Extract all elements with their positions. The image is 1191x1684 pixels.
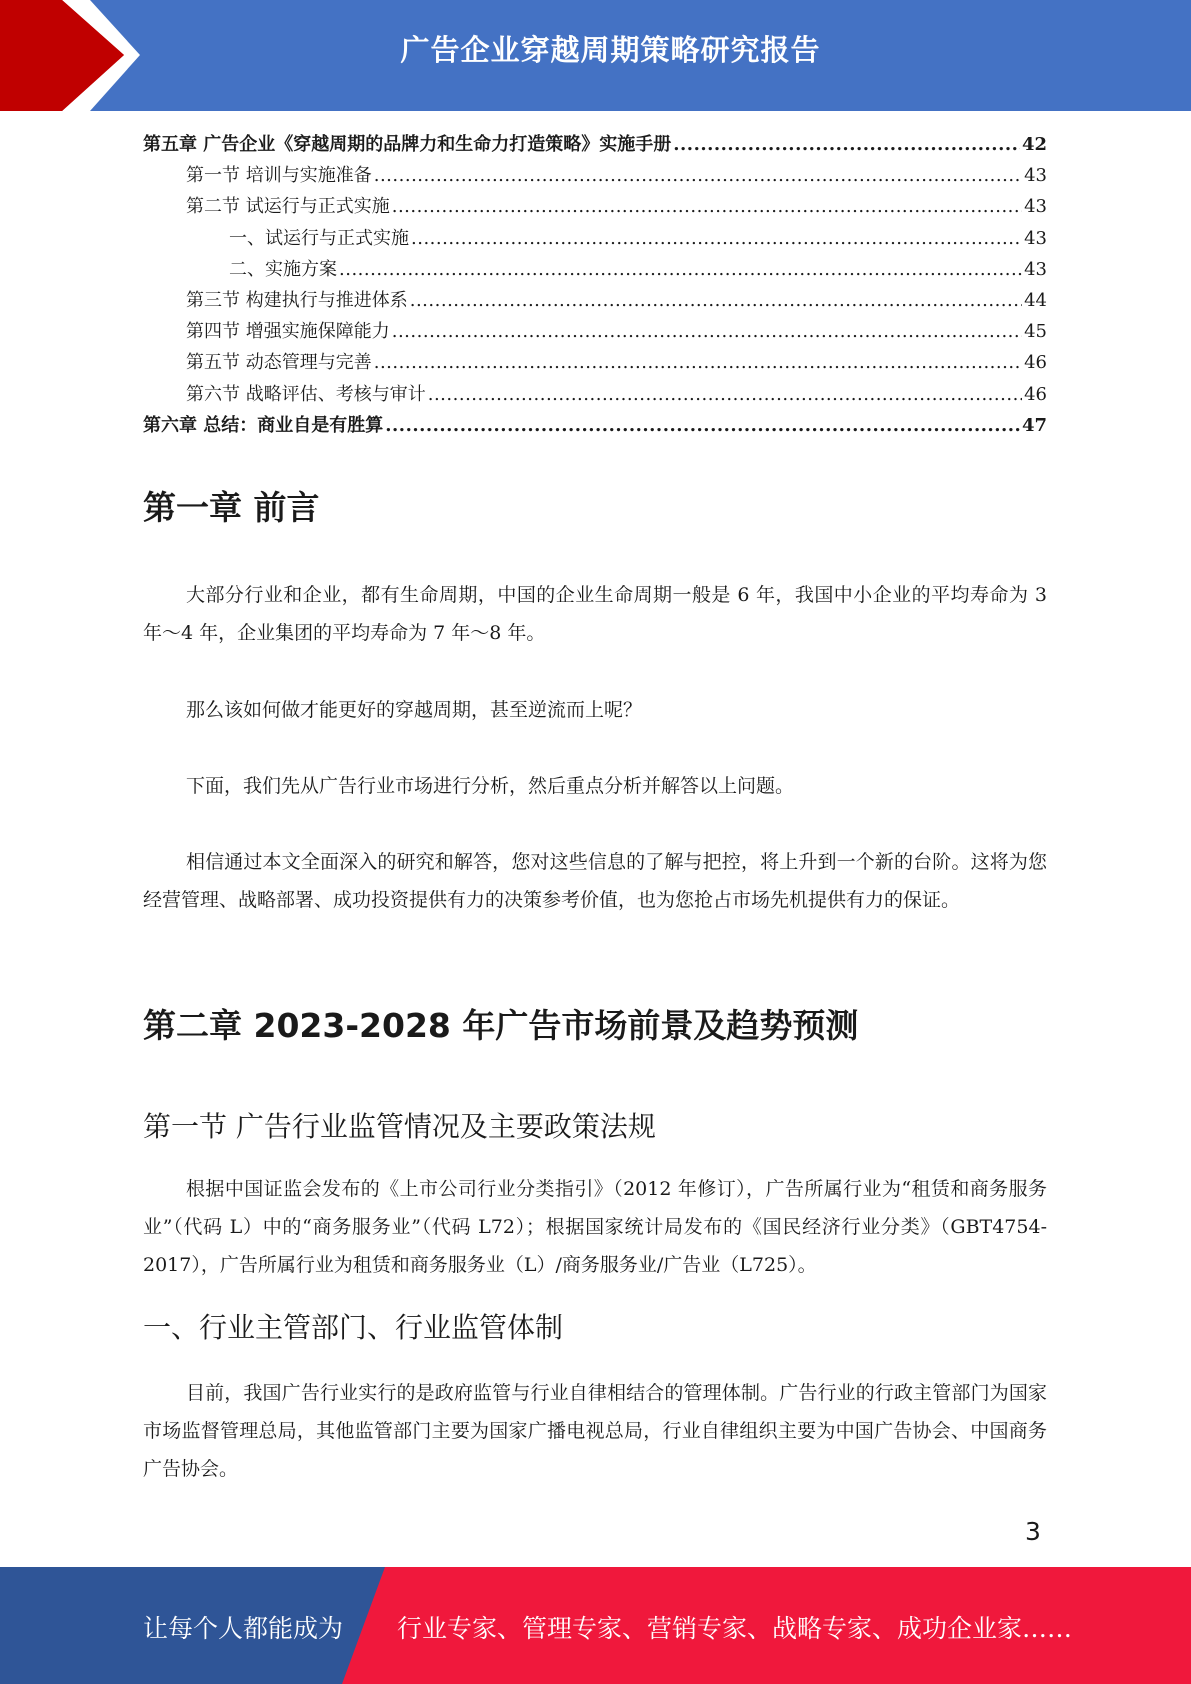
- toc-dot-leader: [673, 129, 1020, 160]
- chapter-1-paragraph-4: 相信通过本文全面深入的研究和解答，您对这些信息的了解与把控，将上升到一个新的台阶。这将为您经营管理、战略部署、成功投资提供有力的决策参考价值，也为您抢占市场先机提供有力的保证。: [143, 851, 1047, 911]
- footer-slogan-right: 行业专家、管理专家、营销专家、战略专家、成功企业家……: [397, 1614, 1073, 1643]
- toc-entry-label: 二、实施方案: [229, 258, 337, 280]
- toc-entry[interactable]: [143, 285, 1047, 316]
- toc-entry[interactable]: [143, 347, 1047, 378]
- toc-dot-leader: [385, 410, 1020, 441]
- toc-entry[interactable]: [143, 316, 1047, 347]
- toc-entry[interactable]: [143, 191, 1047, 222]
- toc-dot-leader: [339, 254, 1022, 285]
- toc-entry[interactable]: [143, 379, 1047, 410]
- subsection-1-heading: 一、行业主管部门、行业监管体制: [143, 1311, 564, 1344]
- toc-entry-label: 第二节 试运行与正式实施: [186, 196, 390, 218]
- toc-dot-leader: [392, 191, 1022, 222]
- toc-entry-page: 45: [1024, 321, 1047, 343]
- toc-dot-leader: [374, 347, 1022, 378]
- page-number: 3: [1025, 1517, 1041, 1546]
- toc-entry-page: 47: [1021, 414, 1047, 436]
- toc-entry-label: 第五章 广告企业《穿越周期的品牌力和生命力打造策略》实施手册: [143, 134, 672, 155]
- toc-entry[interactable]: [143, 254, 1047, 285]
- section-1-heading: 第一节 广告行业监管情况及主要政策法规: [143, 1110, 656, 1143]
- chapter-1-paragraph-3: 下面，我们先从广告行业市场进行分析，然后重点分析并解答以上问题。: [186, 775, 795, 797]
- toc-entry-page: 42: [1021, 134, 1047, 155]
- table-of-contents: [143, 129, 1047, 441]
- toc-entry-page: 43: [1024, 227, 1047, 249]
- chapter-2-heading: 第二章 2023-2028 年广告市场前景及趋势预测: [143, 1006, 859, 1045]
- toc-entry-label: 第三节 构建执行与推进体系: [186, 289, 408, 311]
- toc-entry-page: 46: [1024, 352, 1047, 374]
- toc-entry[interactable]: [143, 160, 1047, 191]
- toc-dot-leader: [411, 223, 1022, 254]
- section-1-paragraph: 根据中国证监会发布的《上市公司行业分类指引》（2012 年修订），广告所属行业为“租赁和商务服务业”（代码 L）中的“商务服务业”（代码 L72）；根据国家统计局发布的《国民经济行业分类》（GBT4754-2017），广告所属行业为租赁和商务服务业（L）/商务服务业/广告业（L725）。: [143, 1178, 1047, 1276]
- toc-entry-page: 43: [1024, 258, 1047, 280]
- toc-entry-page: 44: [1024, 289, 1047, 311]
- chapter-1-heading: 第一章 前言: [143, 488, 320, 527]
- chapter-1-paragraph-2: 那么该如何做才能更好的穿越周期，甚至逆流而上呢？: [186, 699, 643, 721]
- toc-entry[interactable]: [143, 410, 1047, 441]
- toc-dot-leader: [410, 285, 1022, 316]
- page-footer: [0, 1567, 1191, 1684]
- toc-dot-leader: [374, 160, 1022, 191]
- subsection-1-paragraph: 目前，我国广告行业实行的是政府监管与行业自律相结合的管理体制。广告行业的行政主管部门为国家市场监督管理总局，其他监管部门主要为国家广播电视总局，行业自律组织主要为中国广告协会、中国商务广告协会。: [143, 1382, 1047, 1480]
- toc-dot-leader: [428, 379, 1022, 410]
- chapter-1-paragraph-1: 大部分行业和企业，都有生命周期，中国的企业生命周期一般是 6 年，我国中小企业的平均寿命为 3 年～4 年，企业集团的平均寿命为 7 年～8 年。: [143, 584, 1047, 644]
- toc-entry-label: 第四节 增强实施保障能力: [186, 321, 390, 343]
- toc-entry-page: 46: [1024, 383, 1047, 405]
- toc-entry-label: 一、试运行与正式实施: [229, 227, 409, 249]
- toc-entry-label: 第五节 动态管理与完善: [186, 352, 372, 374]
- toc-entry[interactable]: [143, 129, 1047, 160]
- toc-entry-label: 第六章 总结：商业自是有胜算: [143, 414, 384, 436]
- toc-entry-label: 第六节 战略评估、考核与审计: [186, 383, 426, 405]
- toc-entry-page: 43: [1024, 196, 1047, 218]
- footer-slogan-left: 让每个人都能成为: [143, 1614, 344, 1643]
- toc-entry-page: 43: [1024, 165, 1047, 187]
- page-header: [0, 0, 1191, 111]
- toc-dot-leader: [392, 316, 1022, 347]
- toc-entry-label: 第一节 培训与实施准备: [186, 165, 372, 187]
- header-title: 广告企业穿越周期策略研究报告: [400, 33, 821, 67]
- toc-entry[interactable]: [143, 223, 1047, 254]
